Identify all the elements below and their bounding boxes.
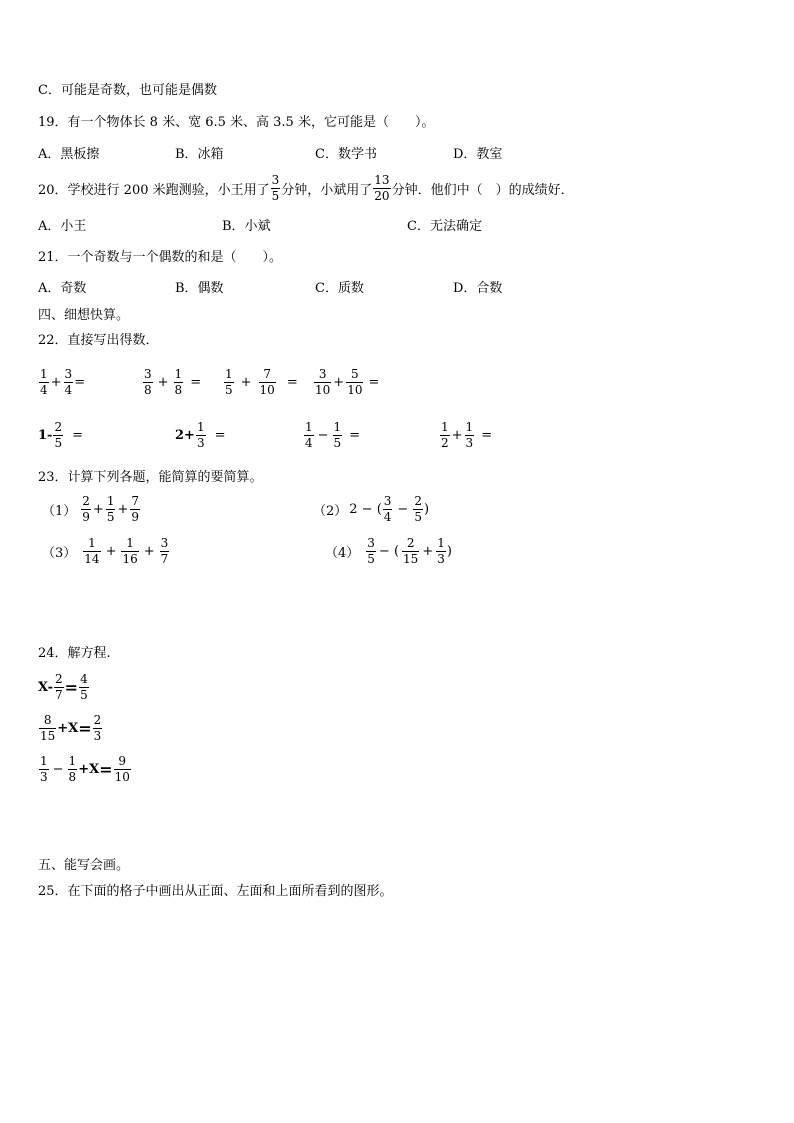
label: （2）: [313, 503, 348, 519]
q20-option-c: C．无法确定: [407, 219, 482, 234]
fraction: $\frac{1}{4}$: [40, 367, 48, 397]
q22-expr-3: $\frac{1}{5}$ + $\frac{7}{10}$ =: [225, 367, 298, 397]
q22-stem: 22．直接写出得数．: [38, 333, 159, 348]
label: （3）: [42, 545, 77, 561]
fraction: $\frac{3}{10}$: [315, 367, 331, 397]
q22-expr-7: $\frac{1}{4}$ − $\frac{1}{5}$ =: [305, 420, 361, 450]
q22-expr-6: 2+ $\frac{1}{3}$ =: [175, 420, 226, 450]
q21-option-d: D．合数: [453, 281, 503, 296]
q22-expr-1: $\frac{1}{4}$ + $\frac{3}{4}$ =: [40, 367, 86, 397]
section-4-heading: 四、细想快算。: [38, 308, 130, 323]
q21-option-a: A．奇数: [38, 281, 87, 296]
q20-text-1: 20．学校进行 200 米跑测验，小王用了: [38, 182, 270, 198]
q19-option-a: A．黑板擦: [38, 147, 100, 162]
q21-option-b: B．偶数: [175, 281, 224, 296]
q20-option-b: B．小斌: [222, 219, 271, 234]
fraction: $\frac{9}{10}$: [114, 754, 130, 784]
fraction: $\frac{3}{4}$: [64, 367, 73, 397]
q22-expr-5: 1- $\frac{2}{5}$ =: [38, 420, 83, 450]
q21-option-c: C．质数: [315, 281, 364, 296]
fraction: $\frac{1}{8}$: [68, 754, 77, 784]
q23-expr-3: （3） $\frac{1}{14}$ + $\frac{1}{16}$ + $\frac{3}{7}$: [42, 536, 169, 566]
q20-text-3: 分钟．他们中（ ）的成绩好．: [391, 182, 574, 198]
q19-option-d: D．教室: [453, 147, 503, 162]
fraction: $\frac{3}{8}$: [144, 367, 152, 397]
fraction: $\frac{1}{5}$: [225, 367, 233, 397]
fraction: $\frac{3}{4}$: [383, 494, 392, 524]
fraction: $\frac{3}{5}$: [367, 536, 375, 566]
fraction: $\frac{1}{3}$: [40, 754, 48, 784]
q24-equation-2: $\frac{8}{15}$ +X = $\frac{2}{3}$: [40, 713, 102, 743]
fraction: $\frac{1}{3}$: [437, 536, 445, 566]
q20-fraction-2: $\frac{13}{20}$: [374, 173, 390, 203]
fraction: $\frac{7}{9}$: [131, 494, 140, 524]
fraction: $\frac{4}{5}$: [80, 672, 88, 702]
q22-expr-4: $\frac{3}{10}$ + $\frac{5}{10}$ =: [315, 367, 380, 397]
fraction: $\frac{1}{3}$: [196, 420, 205, 450]
fraction: $\frac{1}{5}$: [106, 494, 115, 524]
fraction: $\frac{3}{7}$: [160, 536, 169, 566]
fraction: $\frac{2}{3}$: [93, 713, 102, 743]
fraction: $\frac{1}{2}$: [441, 420, 449, 450]
section-5-heading: 五、能写会画。: [38, 858, 130, 873]
q20-stem: [38, 174, 574, 202]
q23-expr-2: （2） 2 − ( $\frac{3}{4}$ − $\frac{2}{5}$ ): [313, 494, 430, 524]
fraction: $\frac{2}{5}$: [54, 420, 63, 450]
label: （1）: [42, 503, 77, 519]
q21-stem: 21．一个奇数与一个偶数的和是（ ）。: [38, 250, 283, 265]
q22-expr-8: $\frac{1}{2}$ + $\frac{1}{3}$ =: [441, 420, 493, 450]
fraction: $\frac{8}{15}$: [40, 713, 56, 743]
q24-equation-3: $\frac{1}{3}$ − $\frac{1}{8}$ +X = $\frac{9}{10}$: [40, 754, 130, 784]
label: （4）: [325, 545, 360, 561]
fraction: $\frac{1}{4}$: [305, 420, 313, 450]
q25-stem: 25．在下面的格子中画出从正面、左面和上面所看到的图形。: [38, 884, 393, 899]
fraction: $\frac{1}{5}$: [333, 420, 342, 450]
fraction: $\frac{5}{10}$: [347, 367, 363, 397]
q19-option-c: C．数学书: [315, 147, 377, 162]
q23-expr-1: （1） $\frac{2}{9}$ + $\frac{1}{5}$ + $\frac{7}{9}$: [42, 494, 140, 524]
q20-text-2: 分钟，小斌用了: [281, 182, 373, 198]
fraction: $\frac{1}{14}$: [84, 536, 100, 566]
fraction: $\frac{2}{9}$: [82, 494, 90, 524]
fraction: $\frac{1}{3}$: [465, 420, 474, 450]
fraction: $\frac{2}{5}$: [414, 494, 422, 524]
q18-option-c: C．可能是奇数，也可能是偶数: [38, 83, 217, 98]
q24-stem: 24．解方程.: [38, 646, 111, 661]
q20-option-a: A．小王: [38, 219, 87, 234]
q23-stem: 23．计算下列各题，能简算的要简算。: [38, 470, 263, 485]
fraction: $\frac{1}{16}$: [122, 536, 138, 566]
q20-fraction-1: $\frac{3}{5}$: [271, 173, 280, 203]
q22-expr-2: $\frac{3}{8}$ + $\frac{1}{8}$ =: [144, 367, 202, 397]
q19-stem: 19．有一个物体长 8 米、宽 6.5 米、高 3.5 米，它可能是（ ）。: [38, 115, 435, 130]
q19-option-b: B．冰箱: [175, 147, 224, 162]
fraction: $\frac{1}{8}$: [174, 367, 183, 397]
q23-expr-4: （4） $\frac{3}{5}$ − ( $\frac{2}{15}$ + $\frac{1}{3}$ ): [325, 536, 452, 566]
fraction: $\frac{2}{7}$: [55, 672, 63, 702]
fraction: $\frac{2}{15}$: [403, 536, 419, 566]
q24-equation-1: X- $\frac{2}{7}$ = $\frac{4}{5}$: [38, 672, 88, 702]
fraction: $\frac{7}{10}$: [259, 367, 275, 397]
